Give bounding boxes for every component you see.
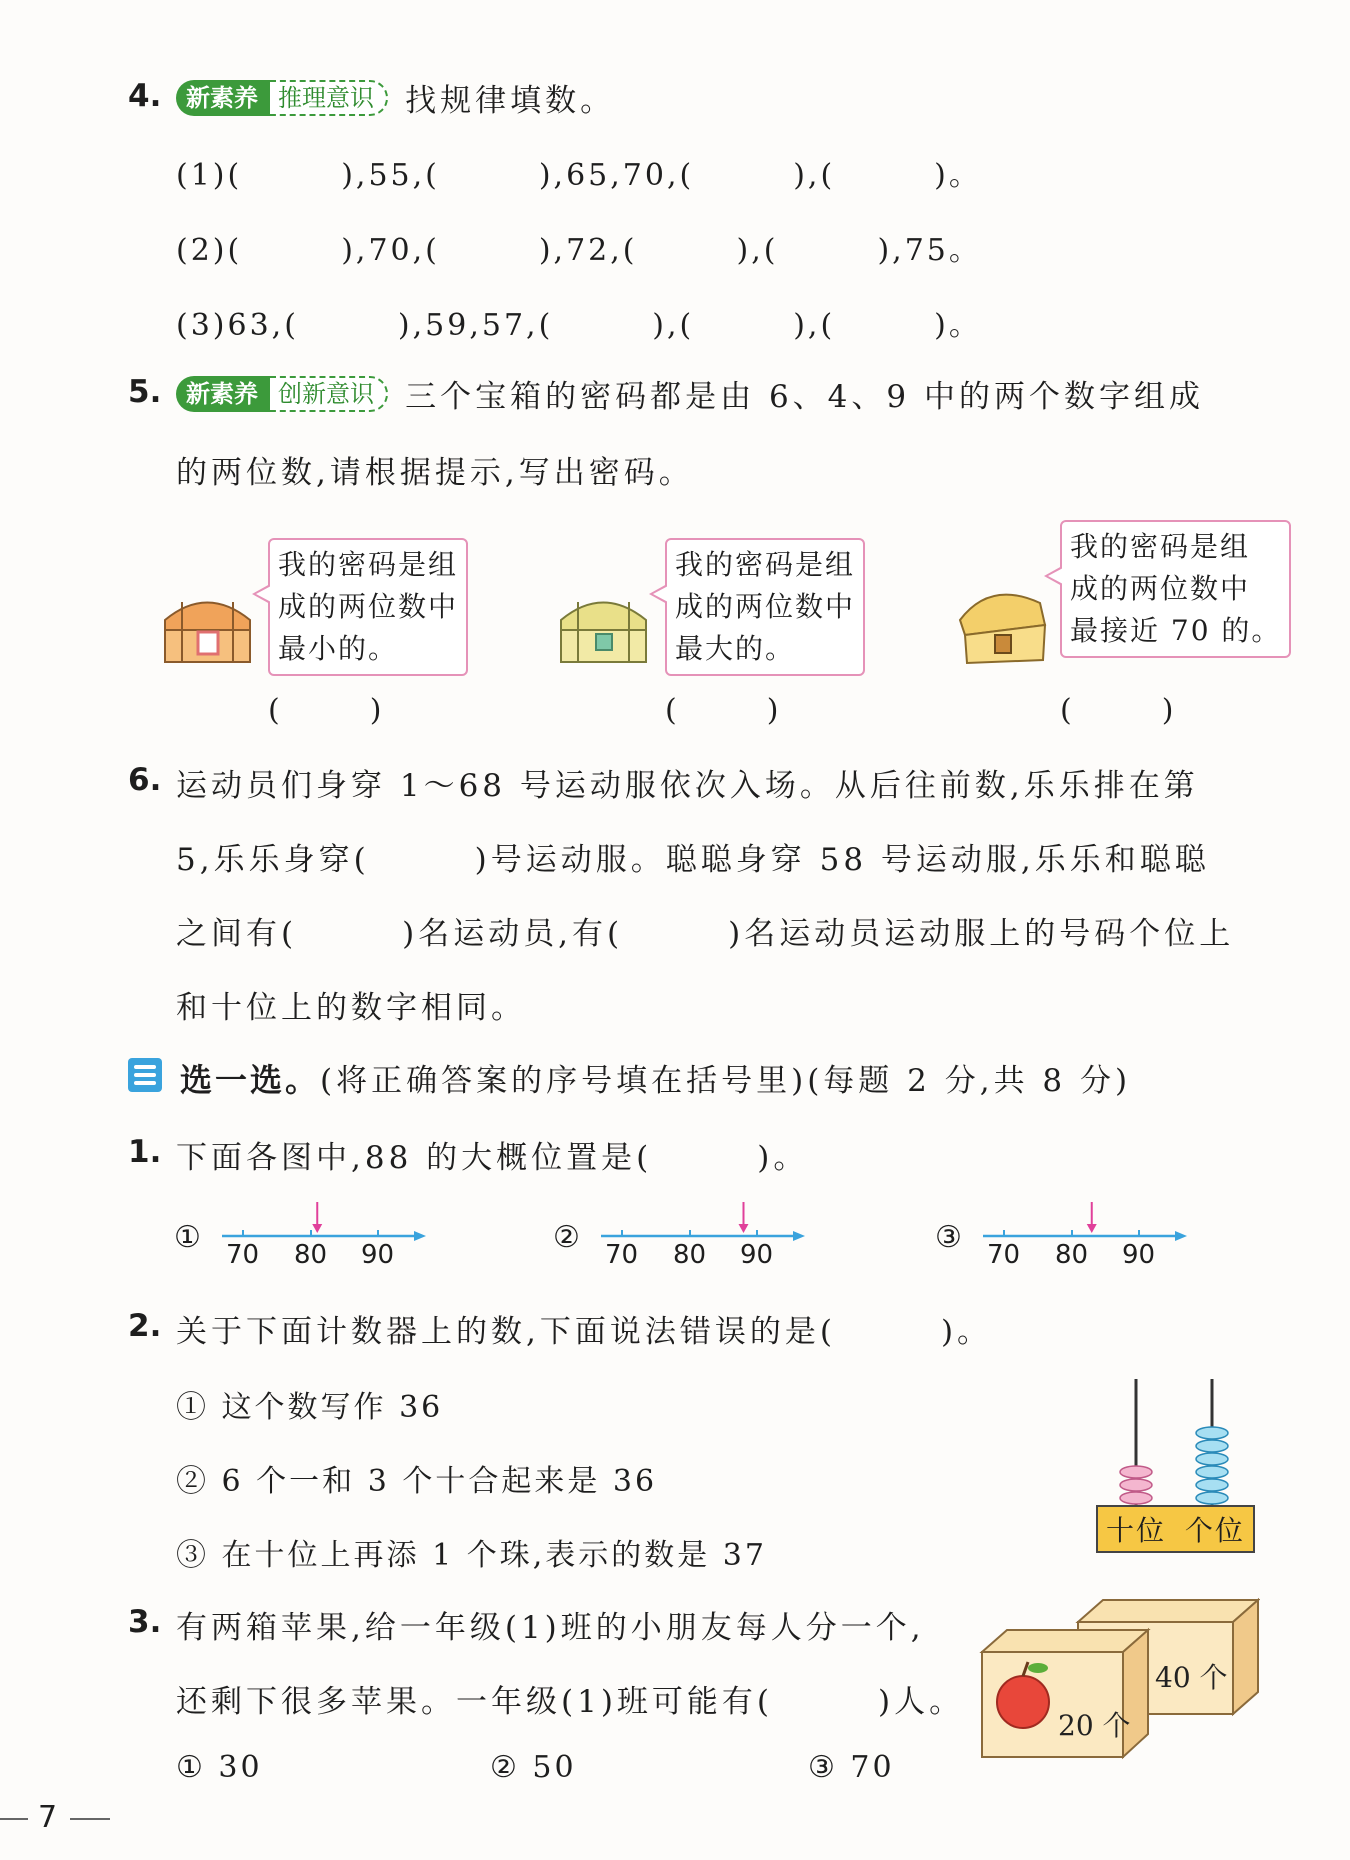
q6-line-2: 5,乐乐身穿( )号运动服。聪聪身穿 58 号运动服,乐乐和聪聪 (176, 842, 1210, 878)
q5-number: 5. (128, 374, 162, 410)
q4-header (176, 75, 615, 120)
chest-2-answer-blank[interactable]: ( ) (665, 693, 779, 728)
counter-ones-label: 个位 (1184, 1514, 1245, 1547)
chest-1-hint (268, 538, 468, 676)
q4-tag (176, 80, 388, 116)
chest-2-hint-line-1: 我的密码是组 (675, 548, 856, 581)
c1-option-1-arrow (312, 1202, 322, 1233)
chest-3-icon (955, 585, 1050, 665)
q4-tag-secondary: 推理意识 (270, 80, 388, 116)
c2-option-3[interactable]: ③ 在十位上再添 1 个珠,表示的数是 37 (176, 1538, 767, 1573)
c1-option-2-label-70: 70 (605, 1240, 639, 1270)
c1-number: 1. (128, 1134, 162, 1170)
q4-number: 4. (128, 78, 162, 114)
c1-option-1-label-90: 90 (361, 1240, 395, 1270)
q5-header (176, 371, 1204, 416)
page-number-rule-right (70, 1818, 110, 1820)
chest-3-hint (1060, 520, 1291, 658)
counter-place-labels (1096, 1505, 1255, 1553)
chest-2-icon (556, 590, 651, 665)
counter-abacus-icon (1100, 1375, 1260, 1510)
c3-option-2[interactable]: ② 50 (490, 1750, 577, 1785)
chest-3-hint-line-1: 我的密码是组 (1070, 530, 1251, 563)
section-3-header (180, 1055, 1131, 1101)
c1-option-3-mark[interactable]: ③ (935, 1220, 962, 1255)
c1-text: 下面各图中,88 的大概位置是( )。 (176, 1140, 809, 1176)
chest-3-hint-line-3: 最接近 70 的。 (1070, 614, 1282, 647)
q4-line-3: (3)63,( ),59,57,( ),( ),( )。 (176, 308, 982, 343)
q6-line-4: 和十位上的数字相同。 (176, 990, 526, 1026)
q5-line-1: 三个宝箱的密码都是由 6、4、9 中的两个数字组成 (405, 379, 1204, 415)
box-back-label: 40 个 (1155, 1661, 1228, 1694)
c1-option-2-label-80: 80 (673, 1240, 707, 1270)
q4-line-1: (1)( ),55,( ),65,70,( ),( )。 (176, 158, 982, 193)
section-3-icon (128, 1058, 162, 1092)
q6-line-3: 之间有( )名运动员,有( )名运动员运动服上的号码个位上 (176, 916, 1235, 952)
c2-number: 2. (128, 1308, 162, 1344)
c1-option-3-label-80: 80 (1055, 1240, 1089, 1270)
box-front-label: 20 个 (1058, 1709, 1131, 1742)
q5-tag-primary: 新素养 (176, 376, 270, 412)
chest-2-hint-line-2: 成的两位数中 (675, 590, 856, 623)
c2-option-1[interactable]: ① 这个数写作 36 (176, 1390, 444, 1425)
q5-line-2: 的两位数,请根据提示,写出密码。 (176, 455, 694, 491)
chest-3-hint-line-2: 成的两位数中 (1070, 572, 1251, 605)
c1-option-2-label-90: 90 (740, 1240, 774, 1270)
q4-line-2: (2)( ),70,( ),72,( ),( ),75。 (176, 233, 982, 268)
chest-1-icon (160, 590, 255, 665)
chest-1-answer-blank[interactable]: ( ) (268, 693, 382, 728)
chest-1-hint-line-3: 最小的。 (278, 632, 399, 665)
chest-1-hint-line-2: 成的两位数中 (278, 590, 459, 623)
q6-line-1: 运动员们身穿 1～68 号运动服依次入场。从后往前数,乐乐排在第 (176, 768, 1199, 804)
chest-1-hint-line-1: 我的密码是组 (278, 548, 459, 581)
c1-option-1-label-70: 70 (226, 1240, 260, 1270)
c1-option-1-label-80: 80 (294, 1240, 328, 1270)
c3-option-1[interactable]: ① 30 (176, 1750, 263, 1785)
counter-tens-label: 十位 (1106, 1514, 1167, 1547)
c2-option-2[interactable]: ② 6 个一和 3 个十合起来是 36 (176, 1464, 658, 1499)
chest-2-hint-line-3: 最大的。 (675, 632, 796, 665)
chest-2-hint (665, 538, 865, 676)
c1-option-3-label-90: 90 (1122, 1240, 1156, 1270)
c1-option-2-mark[interactable]: ② (553, 1220, 580, 1255)
c2-text: 关于下面计数器上的数,下面说法错误的是( )。 (176, 1314, 993, 1350)
c1-option-3-arrow (1087, 1202, 1097, 1233)
q6-number: 6. (128, 762, 162, 798)
q4-title: 找规律填数。 (405, 83, 616, 119)
q5-tag-secondary: 创新意识 (270, 376, 388, 412)
q5-tag (176, 376, 388, 412)
c3-line-1: 有两箱苹果,给一年级(1)班的小朋友每人分一个, (176, 1610, 925, 1646)
c1-option-3-label-70: 70 (987, 1240, 1021, 1270)
c3-line-2: 还剩下很多苹果。一年级(1)班可能有( )人。 (176, 1684, 965, 1720)
chest-3-answer-blank[interactable]: ( ) (1060, 693, 1174, 728)
page-number-rule-left (0, 1818, 28, 1820)
section-3-note: (将正确答案的序号填在括号里)(每题 2 分,共 8 分) (320, 1063, 1132, 1099)
c3-option-3[interactable]: ③ 70 (808, 1750, 895, 1785)
section-3-title: 选一选。 (180, 1061, 321, 1099)
c1-option-1-mark[interactable]: ① (174, 1220, 201, 1255)
c1-option-2-arrow (739, 1202, 749, 1233)
c3-number: 3. (128, 1604, 162, 1640)
q4-tag-primary: 新素养 (176, 80, 270, 116)
page-number: 7 (38, 1800, 58, 1835)
